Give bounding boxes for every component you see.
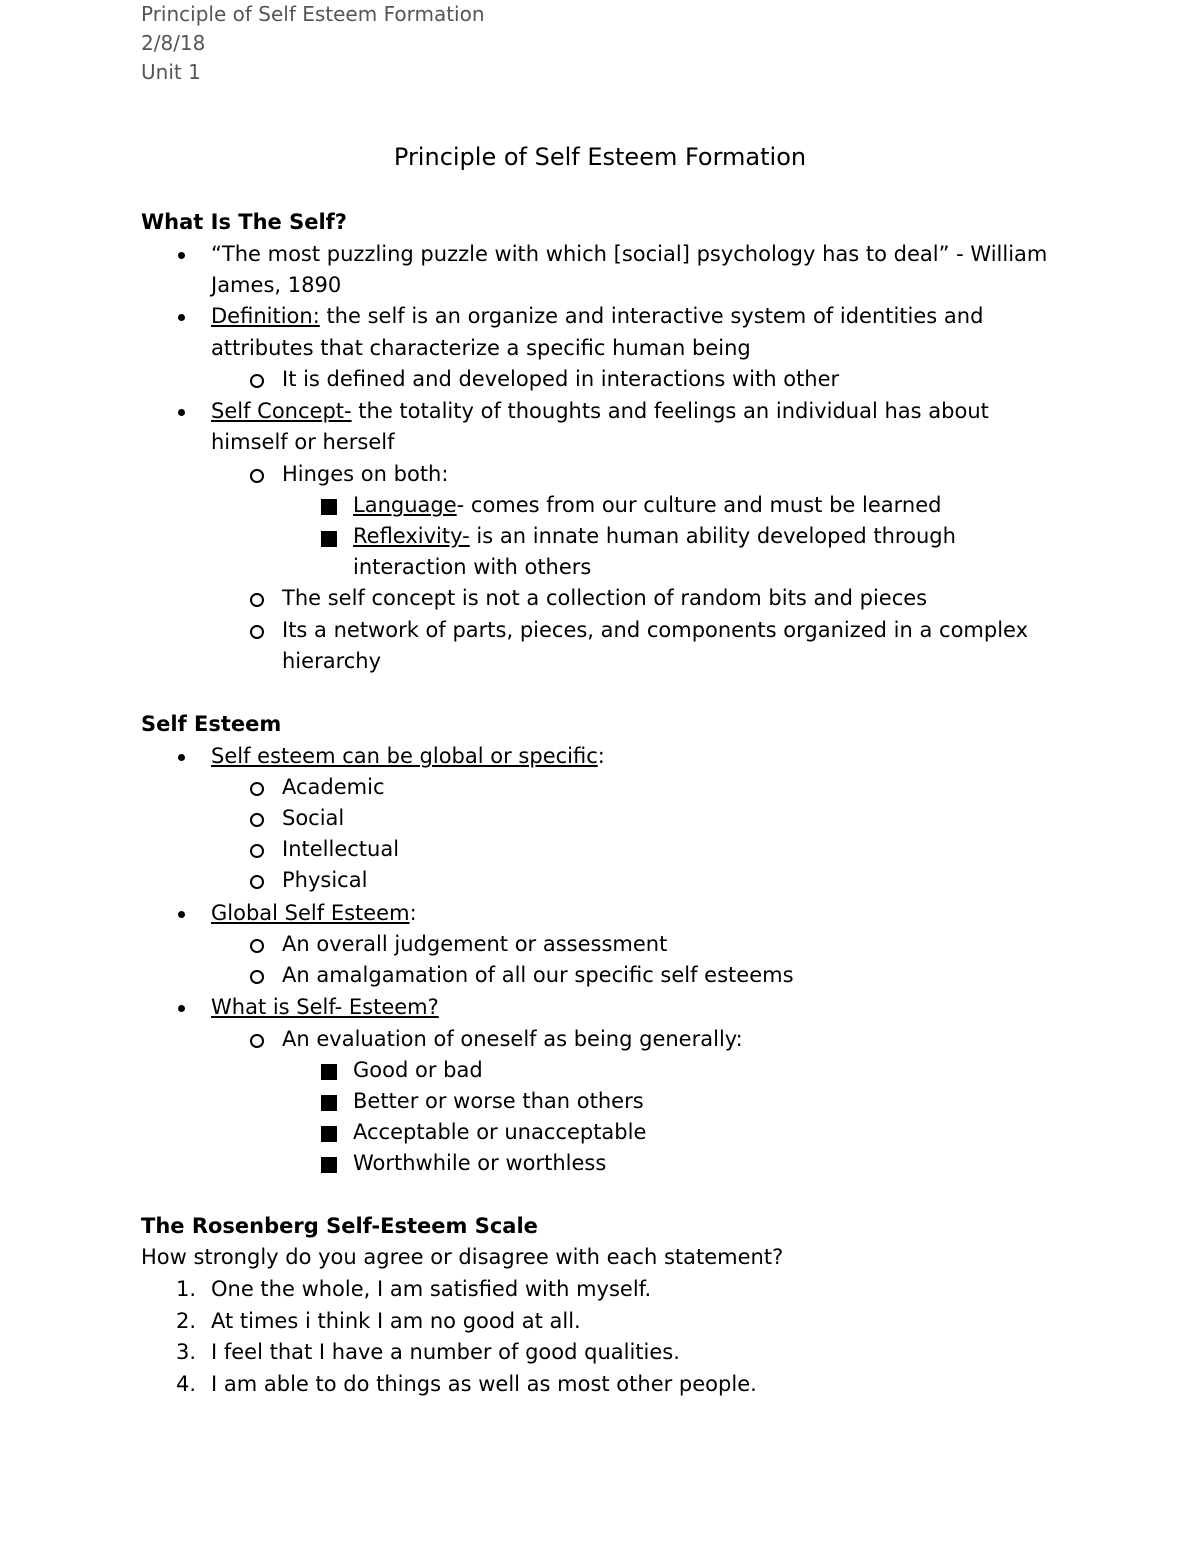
language-item [353,490,941,521]
rosenberg-statement: At times i think I am no good at all. [211,1309,581,1333]
global-esteem-item [211,898,417,929]
page-title: Principle of Self Esteem Formation [393,143,807,171]
bullet-square-icon [321,1157,337,1173]
network-line-2: hierarchy [282,649,382,673]
concept-text: the totality of thoughts and feelings an individual has about [351,399,989,423]
quote-line-2: James, 1890 [211,273,342,297]
bullet-dot-icon [178,1005,185,1012]
colon: : [409,901,417,925]
language-text: - comes from our culture and must be learned [456,493,942,517]
quote-line-1: “The most puzzling puzzle with which [social] psychology has to deal” - William [211,242,1048,266]
header-date: 2/8/18 [141,31,206,55]
language-term: Language [353,493,457,517]
what-is-esteem-term: What is Self- Esteem? [211,995,439,1019]
list-number: 4. [176,1372,197,1396]
bullet-circle-icon [250,374,264,388]
specific-item: Physical [282,868,368,892]
bullet-square-icon [321,1095,337,1111]
section-heading-what-is-self: What Is The Self? [141,210,347,234]
bullet-circle-icon [250,813,264,827]
list-number: 2. [176,1309,197,1333]
definition-sub-item: It is defined and developed in interactions with other [282,367,840,391]
definition-line-2: attributes that characterize a specific human being [211,336,751,360]
not-collection-item: The self concept is not a collection of random bits and pieces [282,586,928,610]
what-is-esteem-item [211,992,439,1023]
bullet-dot-icon [178,911,185,918]
bullet-dot-icon [178,314,185,321]
concept-line-1 [211,396,989,427]
definition-term: Definition: [211,304,320,328]
bullet-circle-icon [250,782,264,796]
bullet-circle-icon [250,844,264,858]
section-heading-rosenberg: The Rosenberg Self-Esteem Scale [141,1214,538,1238]
rosenberg-statement: One the whole, I am satisfied with myself. [211,1277,652,1301]
bullet-circle-icon [250,469,264,483]
colon: : [597,744,605,768]
specific-item: Academic [282,775,385,799]
bullet-square-icon [321,499,337,515]
reflexivity-line-1 [353,521,956,552]
global-esteem-term: Global Self Esteem [211,901,410,925]
rosenberg-statement: I feel that I have a number of good qualities. [211,1340,680,1364]
global-specific-term: Self esteem can be global or specific [211,744,598,768]
section-heading-self-esteem: Self Esteem [141,712,282,736]
list-number: 3. [176,1340,197,1364]
global-specific-item [211,741,605,772]
network-line-1: Its a network of parts, pieces, and components organized in a complex [282,618,1029,642]
evaluation-sub-item: Better or worse than others [353,1089,644,1113]
header-unit: Unit 1 [141,60,201,84]
bullet-dot-icon [178,252,185,259]
reflexivity-line-2: interaction with others [353,555,592,579]
global-item: An amalgamation of all our specific self esteems [282,963,794,987]
bullet-dot-icon [178,754,185,761]
list-number: 1. [176,1277,197,1301]
rosenberg-question: How strongly do you agree or disagree with each statement? [141,1245,784,1269]
bullet-circle-icon [250,625,264,639]
rosenberg-statement: I am able to do things as well as most other people. [211,1372,757,1396]
evaluation-sub-item: Worthwhile or worthless [353,1151,607,1175]
specific-item: Social [282,806,345,830]
evaluation-sub-item: Acceptable or unacceptable [353,1120,647,1144]
bullet-square-icon [321,1064,337,1080]
bullet-dot-icon [178,409,185,416]
reflexivity-term: Reflexivity- [353,524,470,548]
evaluation-item: An evaluation of oneself as being generally: [282,1027,743,1051]
evaluation-sub-item: Good or bad [353,1058,483,1082]
bullet-circle-icon [250,970,264,984]
bullet-square-icon [321,1126,337,1142]
concept-term: Self Concept- [211,399,352,423]
bullet-circle-icon [250,939,264,953]
global-item: An overall judgement or assessment [282,932,668,956]
bullet-circle-icon [250,1034,264,1048]
definition-text: the self is an organize and interactive system of identities and [319,304,984,328]
reflexivity-text: is an innate human ability developed through [469,524,956,548]
document-header [141,0,485,87]
header-title: Principle of Self Esteem Formation [141,2,485,26]
bullet-square-icon [321,531,337,547]
bullet-circle-icon [250,875,264,889]
hinges-item: Hinges on both: [282,462,449,486]
definition-line-1 [211,301,983,332]
bullet-circle-icon [250,593,264,607]
concept-line-2: himself or herself [211,430,395,454]
specific-item: Intellectual [282,837,400,861]
